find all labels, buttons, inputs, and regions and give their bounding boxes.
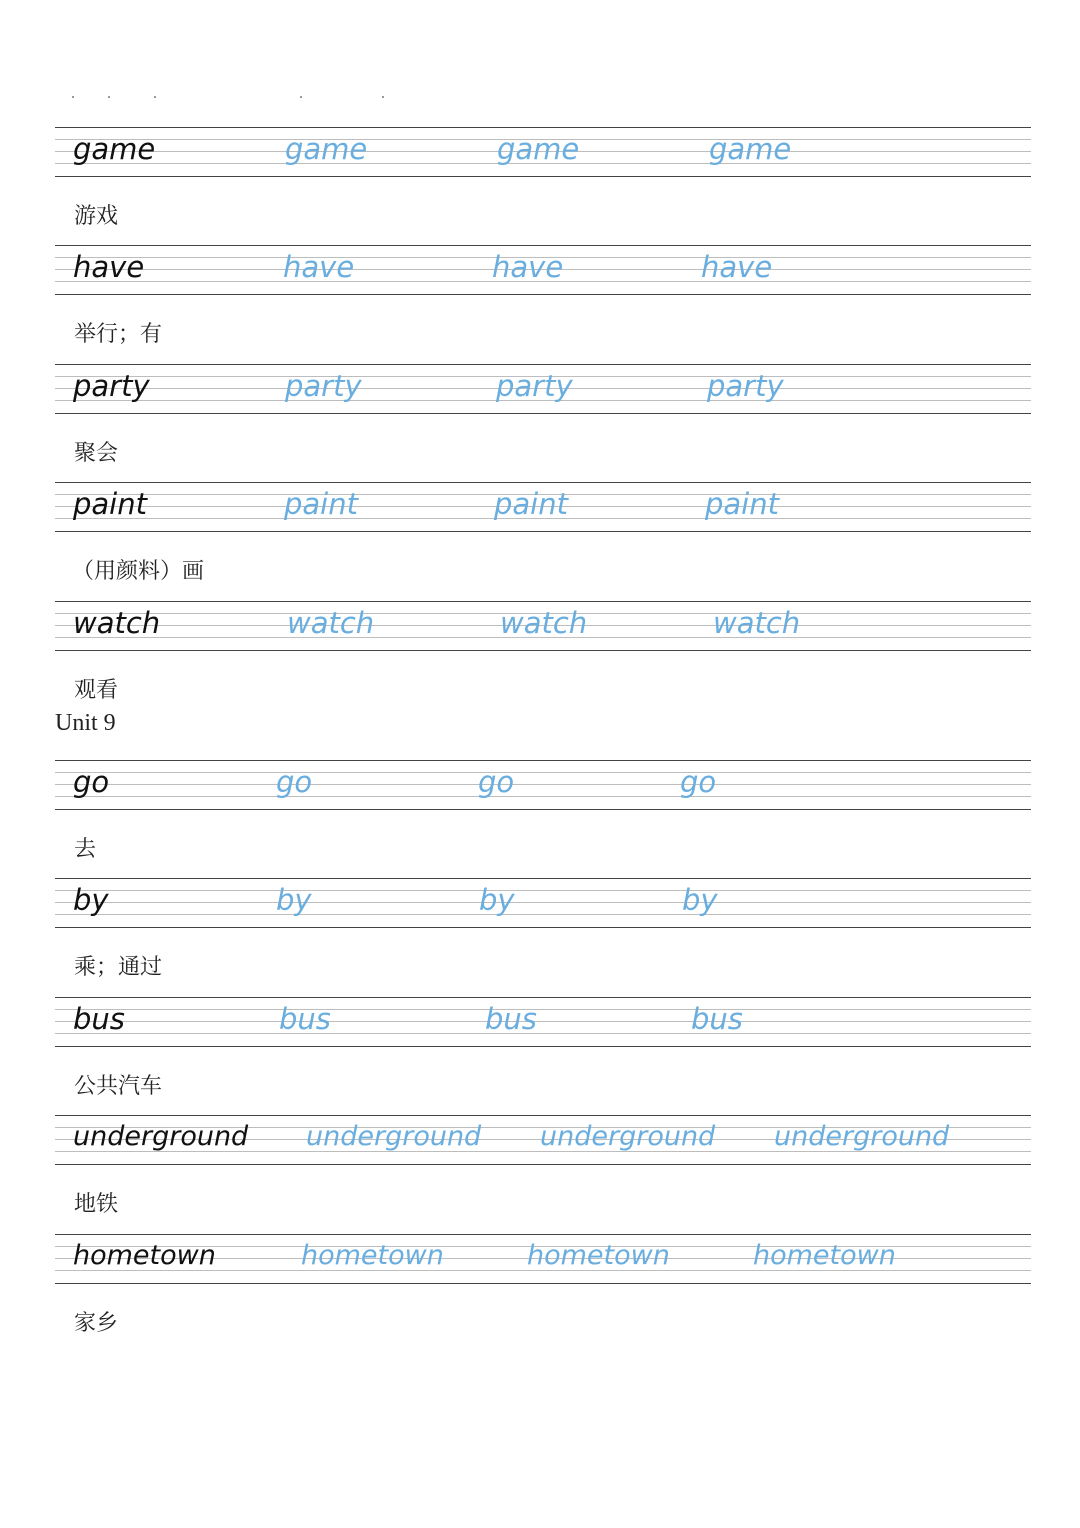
vocab-entry-hometown: [0, 1234, 1080, 1336]
trace-word: watch: [713, 606, 801, 640]
vocab-entry-underground: [0, 1115, 1080, 1217]
trace-word: have: [492, 250, 564, 284]
vocab-word: party: [73, 369, 150, 403]
vocab-entry-watch: [0, 601, 1080, 703]
vocab-meaning: 观看: [74, 678, 119, 703]
trace-word: hometown: [527, 1240, 670, 1271]
vocab-meaning: 举行；有: [74, 322, 163, 347]
vocab-meaning: 家乡: [74, 1311, 119, 1336]
trace-word: paint: [494, 487, 568, 521]
vocab-entry-by: [0, 878, 1080, 980]
vocab-word: paint: [73, 487, 147, 521]
vocab-meaning: 公共汽车: [74, 1074, 163, 1099]
header-dots: [70, 96, 400, 104]
vocab-entry-go: [0, 760, 1080, 862]
trace-word: go: [680, 765, 717, 799]
vocab-meaning: 地铁: [74, 1192, 119, 1217]
trace-word: watch: [287, 606, 375, 640]
trace-word: paint: [284, 487, 358, 521]
writing-band: [0, 1234, 1080, 1286]
trace-word: underground: [774, 1121, 950, 1152]
trace-word: have: [283, 250, 355, 284]
writing-band: [0, 1115, 1080, 1167]
trace-word: game: [285, 132, 368, 166]
trace-word: by: [276, 883, 312, 917]
writing-band: [0, 760, 1080, 812]
vocab-entry-paint: [0, 482, 1080, 584]
vocab-entry-game: [0, 127, 1080, 229]
vocab-word: bus: [73, 1002, 125, 1036]
trace-word: party: [285, 369, 362, 403]
writing-band: [0, 997, 1080, 1049]
trace-word: have: [701, 250, 773, 284]
trace-word: hometown: [753, 1240, 896, 1271]
trace-word: game: [709, 132, 792, 166]
writing-band: [0, 601, 1080, 653]
vocab-word: underground: [73, 1121, 249, 1152]
writing-band: [0, 364, 1080, 416]
unit-heading: Unit 9: [55, 710, 116, 736]
vocab-entry-have: [0, 245, 1080, 347]
trace-word: bus: [279, 1002, 331, 1036]
trace-word: watch: [500, 606, 588, 640]
trace-word: game: [497, 132, 580, 166]
vocab-word: watch: [73, 606, 161, 640]
vocab-meaning: 乘；通过: [74, 955, 163, 980]
trace-word: underground: [306, 1121, 482, 1152]
trace-word: by: [479, 883, 515, 917]
trace-word: party: [707, 369, 784, 403]
vocab-meaning: 游戏: [74, 204, 119, 229]
trace-word: underground: [540, 1121, 716, 1152]
vocab-word: have: [73, 250, 145, 284]
writing-band: [0, 482, 1080, 534]
vocab-meaning: （用颜料）画: [72, 559, 205, 584]
vocab-word: game: [73, 132, 156, 166]
trace-word: party: [496, 369, 573, 403]
vocab-meaning: 去: [74, 837, 97, 862]
writing-band: [0, 127, 1080, 179]
trace-word: paint: [705, 487, 779, 521]
writing-band: [0, 245, 1080, 297]
vocab-entry-party: [0, 364, 1080, 466]
trace-word: go: [276, 765, 313, 799]
writing-band: [0, 878, 1080, 930]
trace-word: bus: [691, 1002, 743, 1036]
trace-word: bus: [485, 1002, 537, 1036]
vocab-word: by: [73, 883, 109, 917]
vocab-meaning: 聚会: [74, 441, 119, 466]
trace-word: hometown: [301, 1240, 444, 1271]
vocab-word: go: [73, 765, 110, 799]
trace-word: by: [682, 883, 718, 917]
vocab-word: hometown: [73, 1240, 216, 1271]
vocab-entry-bus: [0, 997, 1080, 1099]
trace-word: go: [478, 765, 515, 799]
